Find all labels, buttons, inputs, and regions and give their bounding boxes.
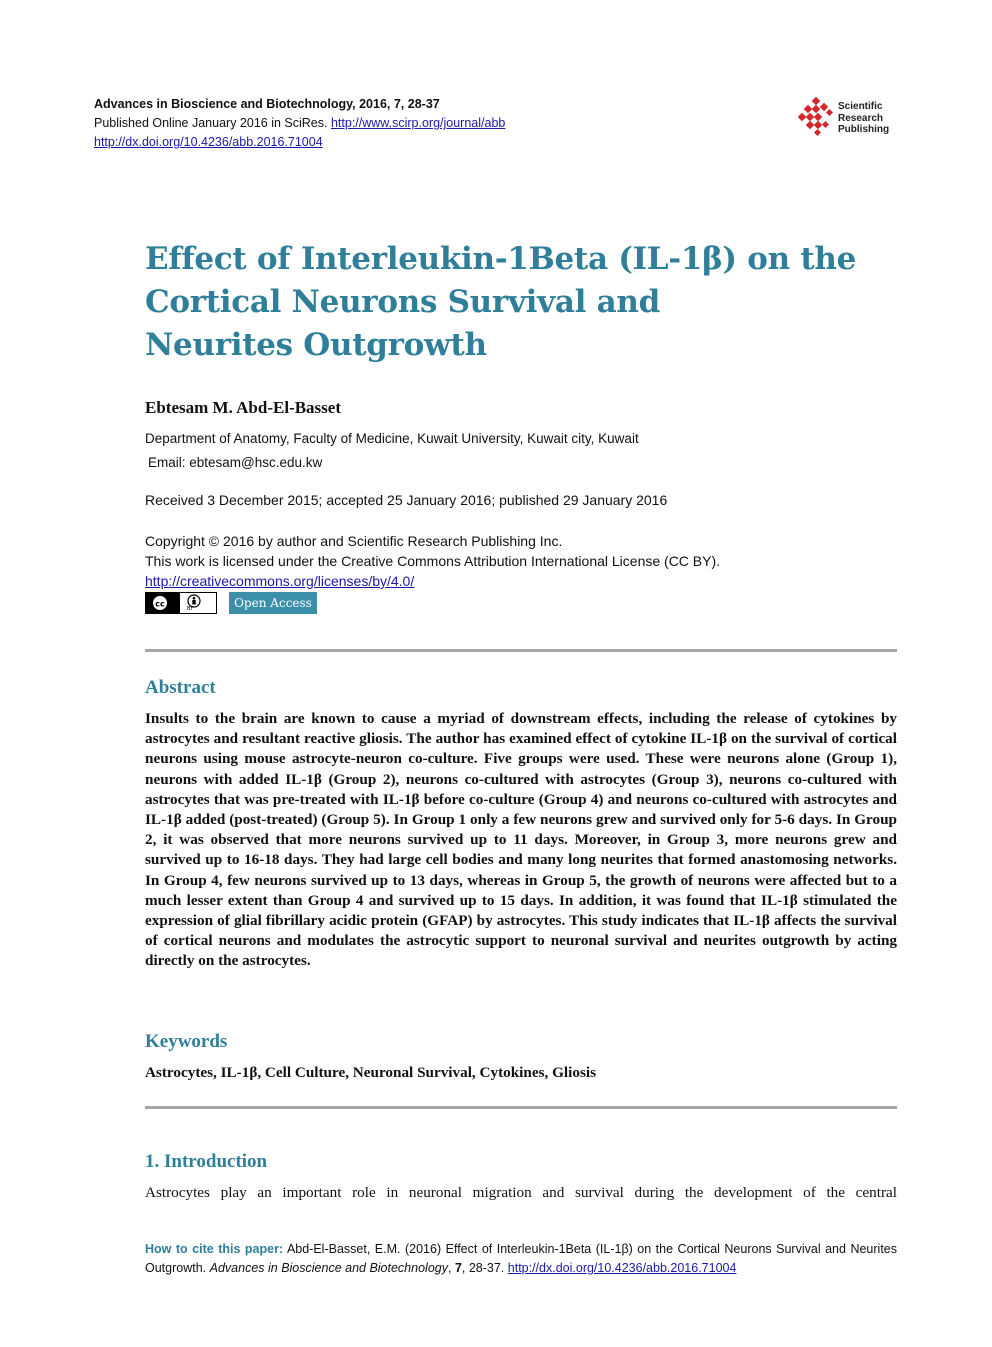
keywords-text: Astrocytes, IL-1β, Cell Culture, Neuronal Survival, Cytokines, Gliosis	[145, 1064, 596, 1081]
cite-volume: 7	[454, 1261, 462, 1275]
publisher-name	[838, 101, 889, 136]
author-name: Ebtesam M. Abd-El-Basset	[145, 398, 341, 417]
cite-journal: Advances in Bioscience and Biotechnology	[209, 1261, 448, 1275]
keywords-heading: Keywords	[145, 1031, 228, 1052]
published-prefix: Published Online January 2016 in SciRes.	[94, 116, 328, 130]
copyright-line: Copyright © 2016 by author and Scientific Research Publishing Inc.	[145, 533, 563, 549]
cc-by-badge[interactable]	[145, 592, 217, 614]
header-doi-link[interactable]: http://dx.doi.org/10.4236/abb.2016.71004	[94, 135, 323, 149]
publisher-line2: Research	[838, 112, 884, 124]
divider-bottom	[145, 1106, 897, 1109]
introduction-heading: 1. Introduction	[145, 1151, 268, 1172]
license-url-link[interactable]: http://creativecommons.org/licenses/by/4.0/	[145, 573, 415, 589]
title-line1: Effect of Interleukin-1Beta (IL-1β) on the	[145, 241, 857, 277]
journal-line: Advances in Bioscience and Biotechnology, 2016, 7, 28-37	[94, 97, 440, 111]
cite-label: How to cite this paper:	[145, 1242, 284, 1256]
introduction-text: Astrocytes play an important role in neuronal migration and survival during the development of the central	[145, 1184, 897, 1201]
copyright-block	[145, 531, 720, 591]
journal-url-link[interactable]: http://www.scirp.org/journal/abb	[330, 116, 506, 130]
abstract-heading: Abstract	[145, 677, 216, 698]
publisher-line1: Scientific	[838, 101, 883, 112]
license-line: This work is licensed under the Creative Commons Attribution International License (CC BY).	[145, 553, 721, 569]
doi-line	[94, 133, 323, 152]
affiliation: Department of Anatomy, Faculty of Medicine, Kuwait University, Kuwait city, Kuwait	[145, 431, 639, 446]
divider-top	[145, 649, 897, 652]
title-line2: Cortical Neurons Survival and	[145, 284, 661, 320]
email: Email: ebtesam@hsc.edu.kw	[148, 455, 323, 470]
cite-pages: , 28-37.	[461, 1261, 505, 1275]
abstract-text: Insults to the brain are known to cause a myriad of downstream effects, including the release of cytokines by astrocytes and resultant reactive gliosis. The author has examined effect of cytokine IL-1β on the survival of cortical neurons using mouse astrocyte-neuron co-culture. Five groups were used. These were neurons alone (Group 1), neurons with added IL-1β (Group 2), neurons co-cultured with astrocytes (Group 3), neurons co-cultured with astrocytes that was pre-treated with IL-1β before co-culture (Group 4) and neurons co-cultured with astrocytes and IL-1β added (post-treated) (Group 5). In Group 1 only a few neurons grew and survived only for 5-6 days. In Group 2, it was observed that more neurons survived up to 11 days. Moreover, in Group 3, more neurons grew and survived up to 16-18 days. They had large cell bodies and many long neurites that formed anastomosing networks. In Group 4, few neurons survived up to 13 days, whereas in Group 5, the growth of neurons were affected but to a much lesser extent than Group 4 and survived up to 15 days. In addition, it was found that IL-1β stimulated the expression of glial fibrillary acidic protein (GFAP) by astrocytes. This study indicates that IL-1β affects the survival of cortical neurons and modulates the astrocytic support to neuronal survival and neurites outgrowth by acting directly on the astrocytes.	[145, 710, 897, 970]
dates-line: Received 3 December 2015; accepted 25 January 2016; published 29 January 2016	[145, 492, 668, 508]
published-line	[94, 114, 505, 133]
paper-title	[145, 238, 885, 367]
svg-text:cc: cc	[155, 599, 165, 609]
cite-text: Abd-El-Basset, E.M. (2016) Effect of Interleukin-1Beta (IL-1β) on the Cortical Neurons Survival and Neurites Outgrowth.	[145, 1242, 897, 1275]
journal-citation-line	[94, 95, 440, 114]
creative-commons-icon	[146, 593, 216, 613]
how-to-cite: How to cite this paper: Abd-El-Basset, E.M. (2016) Effect of Interleukin-1Beta (IL-1β) on the Cortical Neurons Survival and Neurites Outgrowth. Advances in Bioscience and Biotechnology, 7, 28-37. http://dx.doi.org/10.4236/abb.2016.71004	[145, 1242, 897, 1275]
cite-doi-link[interactable]: http://dx.doi.org/10.4236/abb.2016.71004	[507, 1261, 737, 1275]
title-line3: Neurites Outgrowth	[145, 327, 487, 363]
scirp-logo-icon	[797, 96, 837, 138]
cc-by-label: BY	[187, 606, 194, 612]
open-access-badge[interactable]: Open Access	[229, 592, 317, 614]
publisher-line3: Publishing	[838, 124, 890, 135]
